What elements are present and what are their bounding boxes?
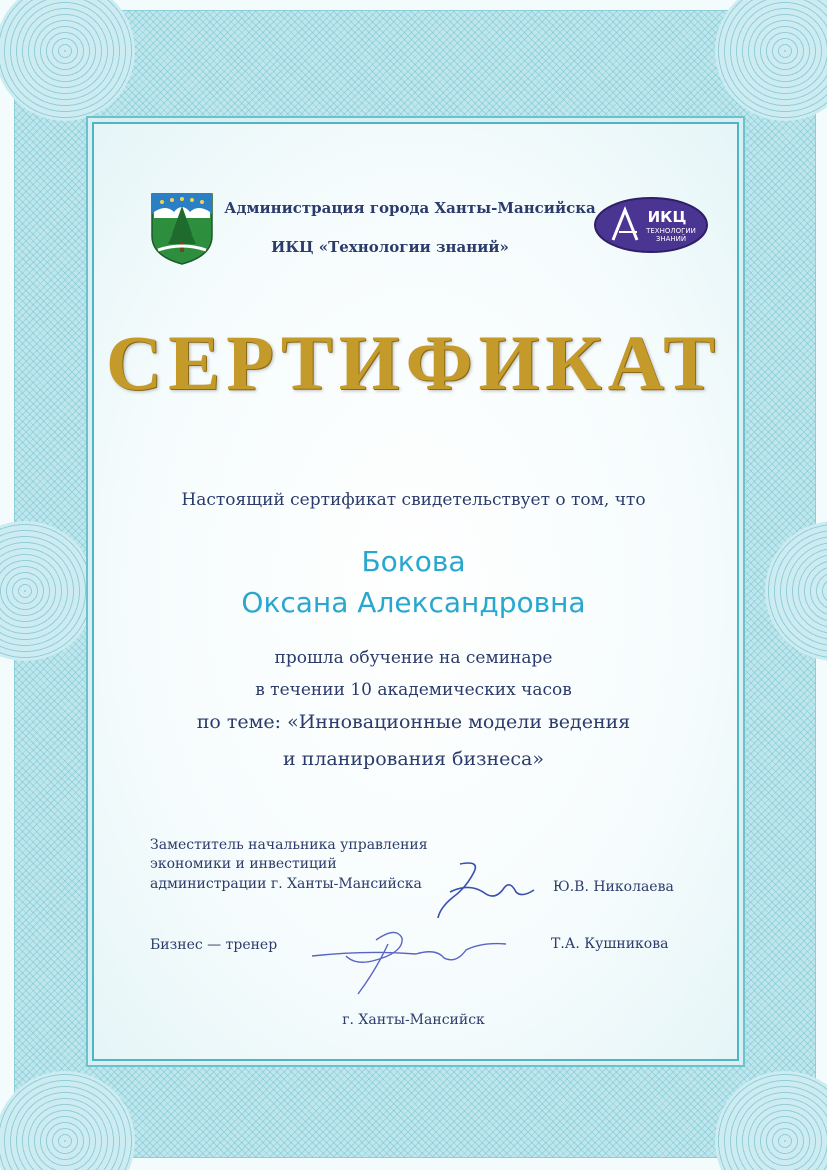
body-line-1: прошла обучение на семинаре (274, 648, 553, 668)
signatory-1-name: Ю.В. Николаева (553, 879, 674, 895)
rosette-ornament (0, 1071, 135, 1170)
body-line-3: по теме: «Инновационные модели ведения (196, 711, 631, 733)
issuer-line-2: ИКЦ «Технологии знаний» (271, 238, 509, 256)
rosette-ornament (0, 0, 135, 121)
signatory-2-name: Т.А. Кушникова (551, 936, 669, 952)
recipient-given-names: Оксана Александровна (241, 586, 586, 619)
certificate-title: СЕРТИФИКАТ (105, 319, 722, 406)
intro-text: Настоящий сертификат свидетельствует о том, что (181, 490, 646, 510)
signature-2 (306, 920, 511, 1002)
signatory-1-role-line: экономики и инвестиций (150, 856, 337, 872)
rosette-ornament (715, 1071, 827, 1170)
svg-text:ЗНАНИЙ: ЗНАНИЙ (655, 235, 687, 243)
signatory-2-role: Бизнес — тренер (150, 937, 278, 953)
svg-text:ИКЦ: ИКЦ (647, 208, 687, 226)
issuer-line-1: Администрация города Ханты-Мансийска (224, 199, 596, 217)
signature-1 (430, 858, 540, 926)
body-line-2: в течении 10 академических часов (255, 680, 572, 700)
signatory-1-role-line: администрации г. Ханты-Мансийска (150, 876, 422, 892)
body-line-4: и планирования бизнеса» (282, 748, 545, 770)
rosette-ornament (715, 0, 827, 121)
recipient-surname: Бокова (361, 545, 466, 578)
svg-text:ТЕХНОЛОГИИ: ТЕХНОЛОГИИ (646, 227, 696, 235)
signatory-1-role-line: Заместитель начальника управления (150, 837, 428, 853)
city-name: г. Ханты-Мансийск (342, 1012, 485, 1028)
